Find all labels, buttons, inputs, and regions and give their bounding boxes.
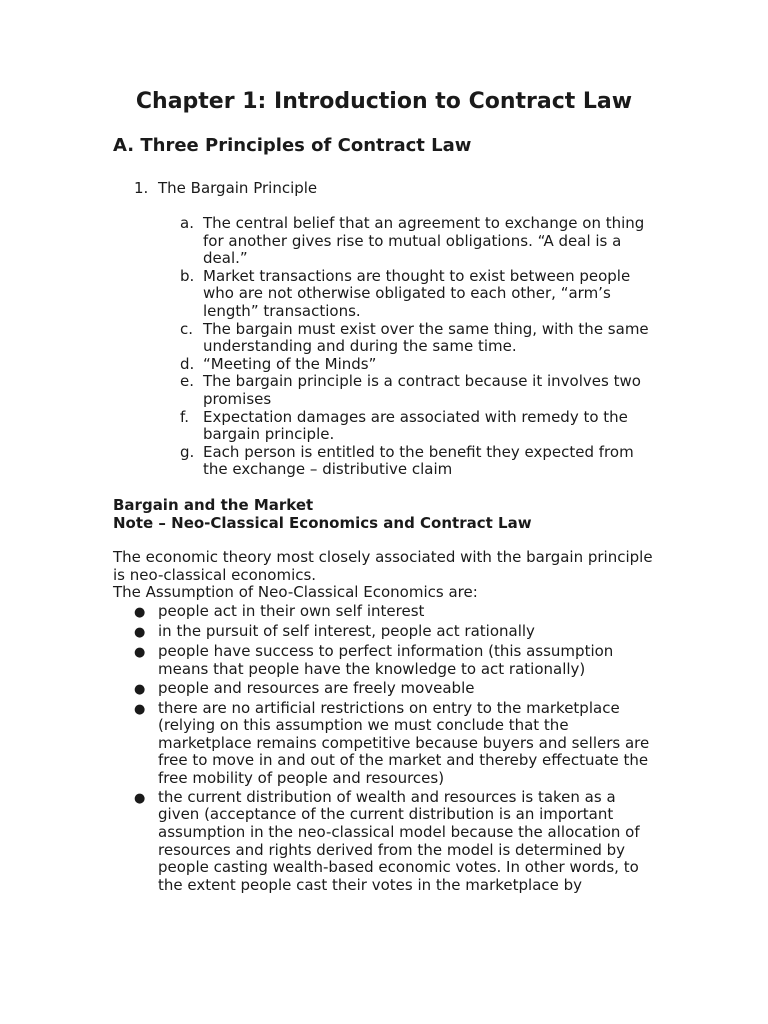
list-marker: a. [180,214,194,232]
bullet-icon: ● [134,790,146,806]
list-item-text: Market transactions are thought to exist between people who are not otherwise obligated to each other, “arm’s length” transactions. [203,266,631,320]
chapter-title: Chapter 1: Introduction to Contract Law [135,89,633,114]
bullet-list-item [134,603,659,622]
lettered-list-item [180,215,650,268]
lettered-list-item [180,268,650,321]
bullet-list [134,603,659,896]
list-item-text: in the pursuit of self interest, people act rationally [158,621,535,640]
list-item-text: there are no artificial restrictions on entry to the marketplace (relying on this assumption we must conclude that the marketplace remains competitive because buyers and sellers are free to move in and out of the market and thereby effectuate the free mobility of people and resources) [158,698,650,787]
list-item-text: The central belief that an agreement to exchange on thing for another gives rise to mutual obligations. “A deal is a deal.” [203,214,645,268]
lettered-list-item [180,356,650,374]
list-marker: g. [180,442,195,461]
assumptions-intro: The Assumption of Neo-Classical Economics are: [113,583,478,602]
bullet-list-item [134,680,659,699]
list-item-text: The bargain principle is a contract because it involves two promises [203,372,641,408]
numbered-item [134,180,317,198]
list-item-text: Each person is entitled to the benefit they expected from the exchange – distributive claim [203,442,634,479]
bullet-icon: ● [134,624,146,640]
list-marker: d. [180,354,195,373]
list-item-text: people have success to perfect information (this assumption means that people have the knowledge to act rationally) [158,641,614,678]
list-item-text: The bargain must exist over the same thing, with the same understanding and during the same time. [203,319,649,356]
body-paragraph [113,549,658,602]
lettered-list-item [180,409,650,444]
section-heading: A. Three Principles of Contract Law [113,135,472,156]
bargain-market-heading [113,497,532,532]
list-item-text: Expectation damages are associated with remedy to the bargain principle. [203,407,628,444]
bullet-icon: ● [134,701,146,717]
list-marker: b. [180,266,195,285]
list-marker: e. [180,372,194,391]
bullet-icon: ● [134,605,146,620]
list-item-text: “Meeting of the Minds” [203,354,377,373]
list-marker: c. [180,319,194,338]
item-number: 1. [134,179,149,197]
bullet-list-item [134,700,659,788]
paragraph-text: The economic theory most closely associated with the bargain principle is neo-classical economics. [113,548,653,584]
bullet-list-item [134,643,659,678]
lettered-list-item [180,444,650,479]
lettered-list [180,215,650,479]
list-item-text: the current distribution of wealth and resources is taken as a given (acceptance of the current distribution is an important assumption in the neo-classical model because the allocation of resources and rights derived from the model is determined by people casting wealth-based economic votes. In other words, to the extent people cast their votes in the marketplace by [158,787,640,894]
heading-line: Bargain and the Market [113,496,314,514]
heading-line: Note – Neo-Classical Economics and Contract Law [113,513,532,532]
bullet-icon: ● [134,681,146,697]
list-marker: f. [180,407,189,426]
bullet-list-item [134,789,659,895]
bullet-list-item [134,623,659,642]
bullet-icon: ● [134,644,146,660]
lettered-list-item [180,373,650,408]
item-label: The Bargain Principle [158,179,318,197]
list-item-text: people and resources are freely moveable [158,678,475,697]
list-item-text: people act in their own self interest [158,602,425,620]
lettered-list-item [180,321,650,356]
